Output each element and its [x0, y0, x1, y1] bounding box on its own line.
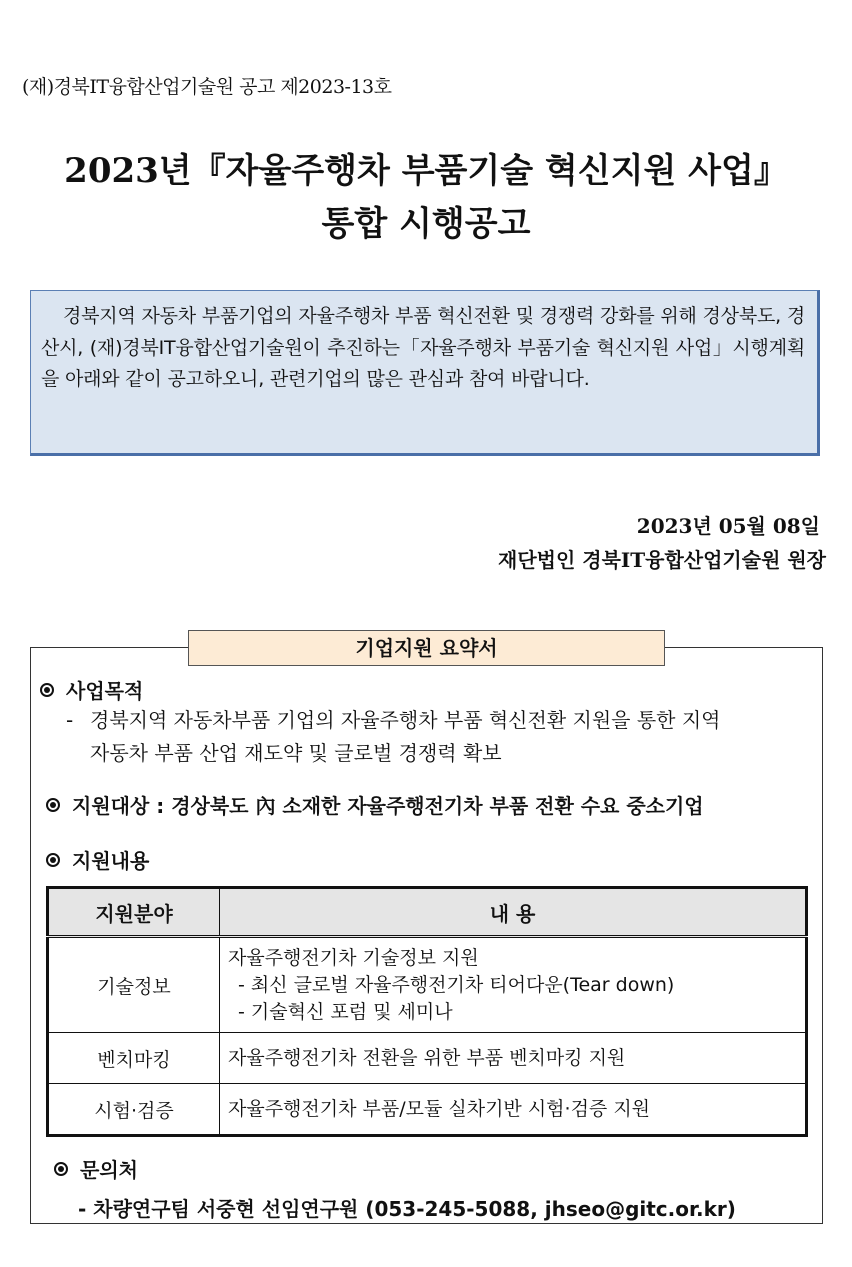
table-cell-content — [220, 937, 807, 1033]
bullet-icon — [40, 683, 54, 697]
target-text: 지원대상 : 경상북도 內 소재한 자율주행전기차 부품 전환 수요 중소기업 — [72, 794, 704, 818]
table-cell-category: 시험·검증 — [48, 1084, 220, 1136]
notice-number: (재)경북IT융합산업기술원 공고 제2023-13호 — [22, 76, 392, 98]
support-table — [46, 886, 808, 1137]
intro-box — [30, 290, 820, 456]
purpose-heading-label: 사업목적 — [66, 679, 144, 703]
table-header-category: 지원분야 — [48, 888, 220, 937]
target-heading — [46, 790, 704, 819]
row-sub-text: - 기술혁신 포럼 및 세미나 — [238, 1000, 453, 1023]
content-heading-label: 지원내용 — [72, 849, 150, 873]
table-header-row — [48, 888, 807, 937]
purpose-heading — [40, 675, 143, 704]
signer: 재단법인 경북IT융합산업기술원 원장 — [498, 548, 826, 572]
table-row — [48, 1084, 807, 1136]
announcement-title-line2: 통합 시행공고 — [321, 204, 531, 244]
row-sub-text: - 최신 글로벌 자율주행전기차 티어다운(Tear down) — [238, 973, 675, 996]
summary-title: 기업지원 요약서 — [188, 630, 665, 666]
contact-info: - 차량연구팀 서중현 선임연구원 (053-245-5088, jhseo@gitc.or.kr) — [78, 1197, 736, 1221]
purpose-dash: - — [66, 708, 74, 732]
purpose-line1: 경북지역 자동차부품 기업의 자율주행차 부품 혁신전환 지원을 통한 지역 — [90, 708, 721, 732]
bullet-icon — [46, 853, 60, 867]
table-cell-content: 자율주행전기차 전환을 위한 부품 벤치마킹 지원 — [220, 1033, 807, 1084]
table-cell-content: 자율주행전기차 부품/모듈 실차기반 시험·검증 지원 — [220, 1084, 807, 1136]
contact-heading — [54, 1154, 138, 1183]
purpose-text — [66, 704, 816, 770]
bullet-icon — [54, 1162, 68, 1176]
intro-text: 경북지역 자동차 부품기업의 자율주행차 부품 혁신전환 및 경쟁력 강화를 위해 경상북도, 경산시, (재)경북IT융합산업기술원이 추진하는「자율주행차 부품기술 혁신지원 사업」시행계획을 아래와 같이 공고하오니, 관련기업의 많은 관심과 참여 바랍니다. — [41, 305, 805, 390]
content-heading — [46, 845, 149, 874]
announcement-title: 2023년『자율주행차 부품기술 혁신지원 사업』 — [64, 151, 788, 191]
announcement-date: 2023년 05월 08일 — [636, 514, 820, 538]
contact-heading-label: 문의처 — [80, 1158, 138, 1182]
table-row — [48, 937, 807, 1033]
bullet-icon — [46, 798, 60, 812]
table-cell-category: 벤치마킹 — [48, 1033, 220, 1084]
table-cell-category: 기술정보 — [48, 937, 220, 1033]
table-header-content: 내 용 — [220, 888, 807, 937]
purpose-line2: 자동차 부품 산업 재도약 및 글로벌 경쟁력 확보 — [90, 741, 502, 765]
row-main-text: 자율주행전기차 기술정보 지원 — [228, 946, 479, 969]
table-row — [48, 1033, 807, 1084]
